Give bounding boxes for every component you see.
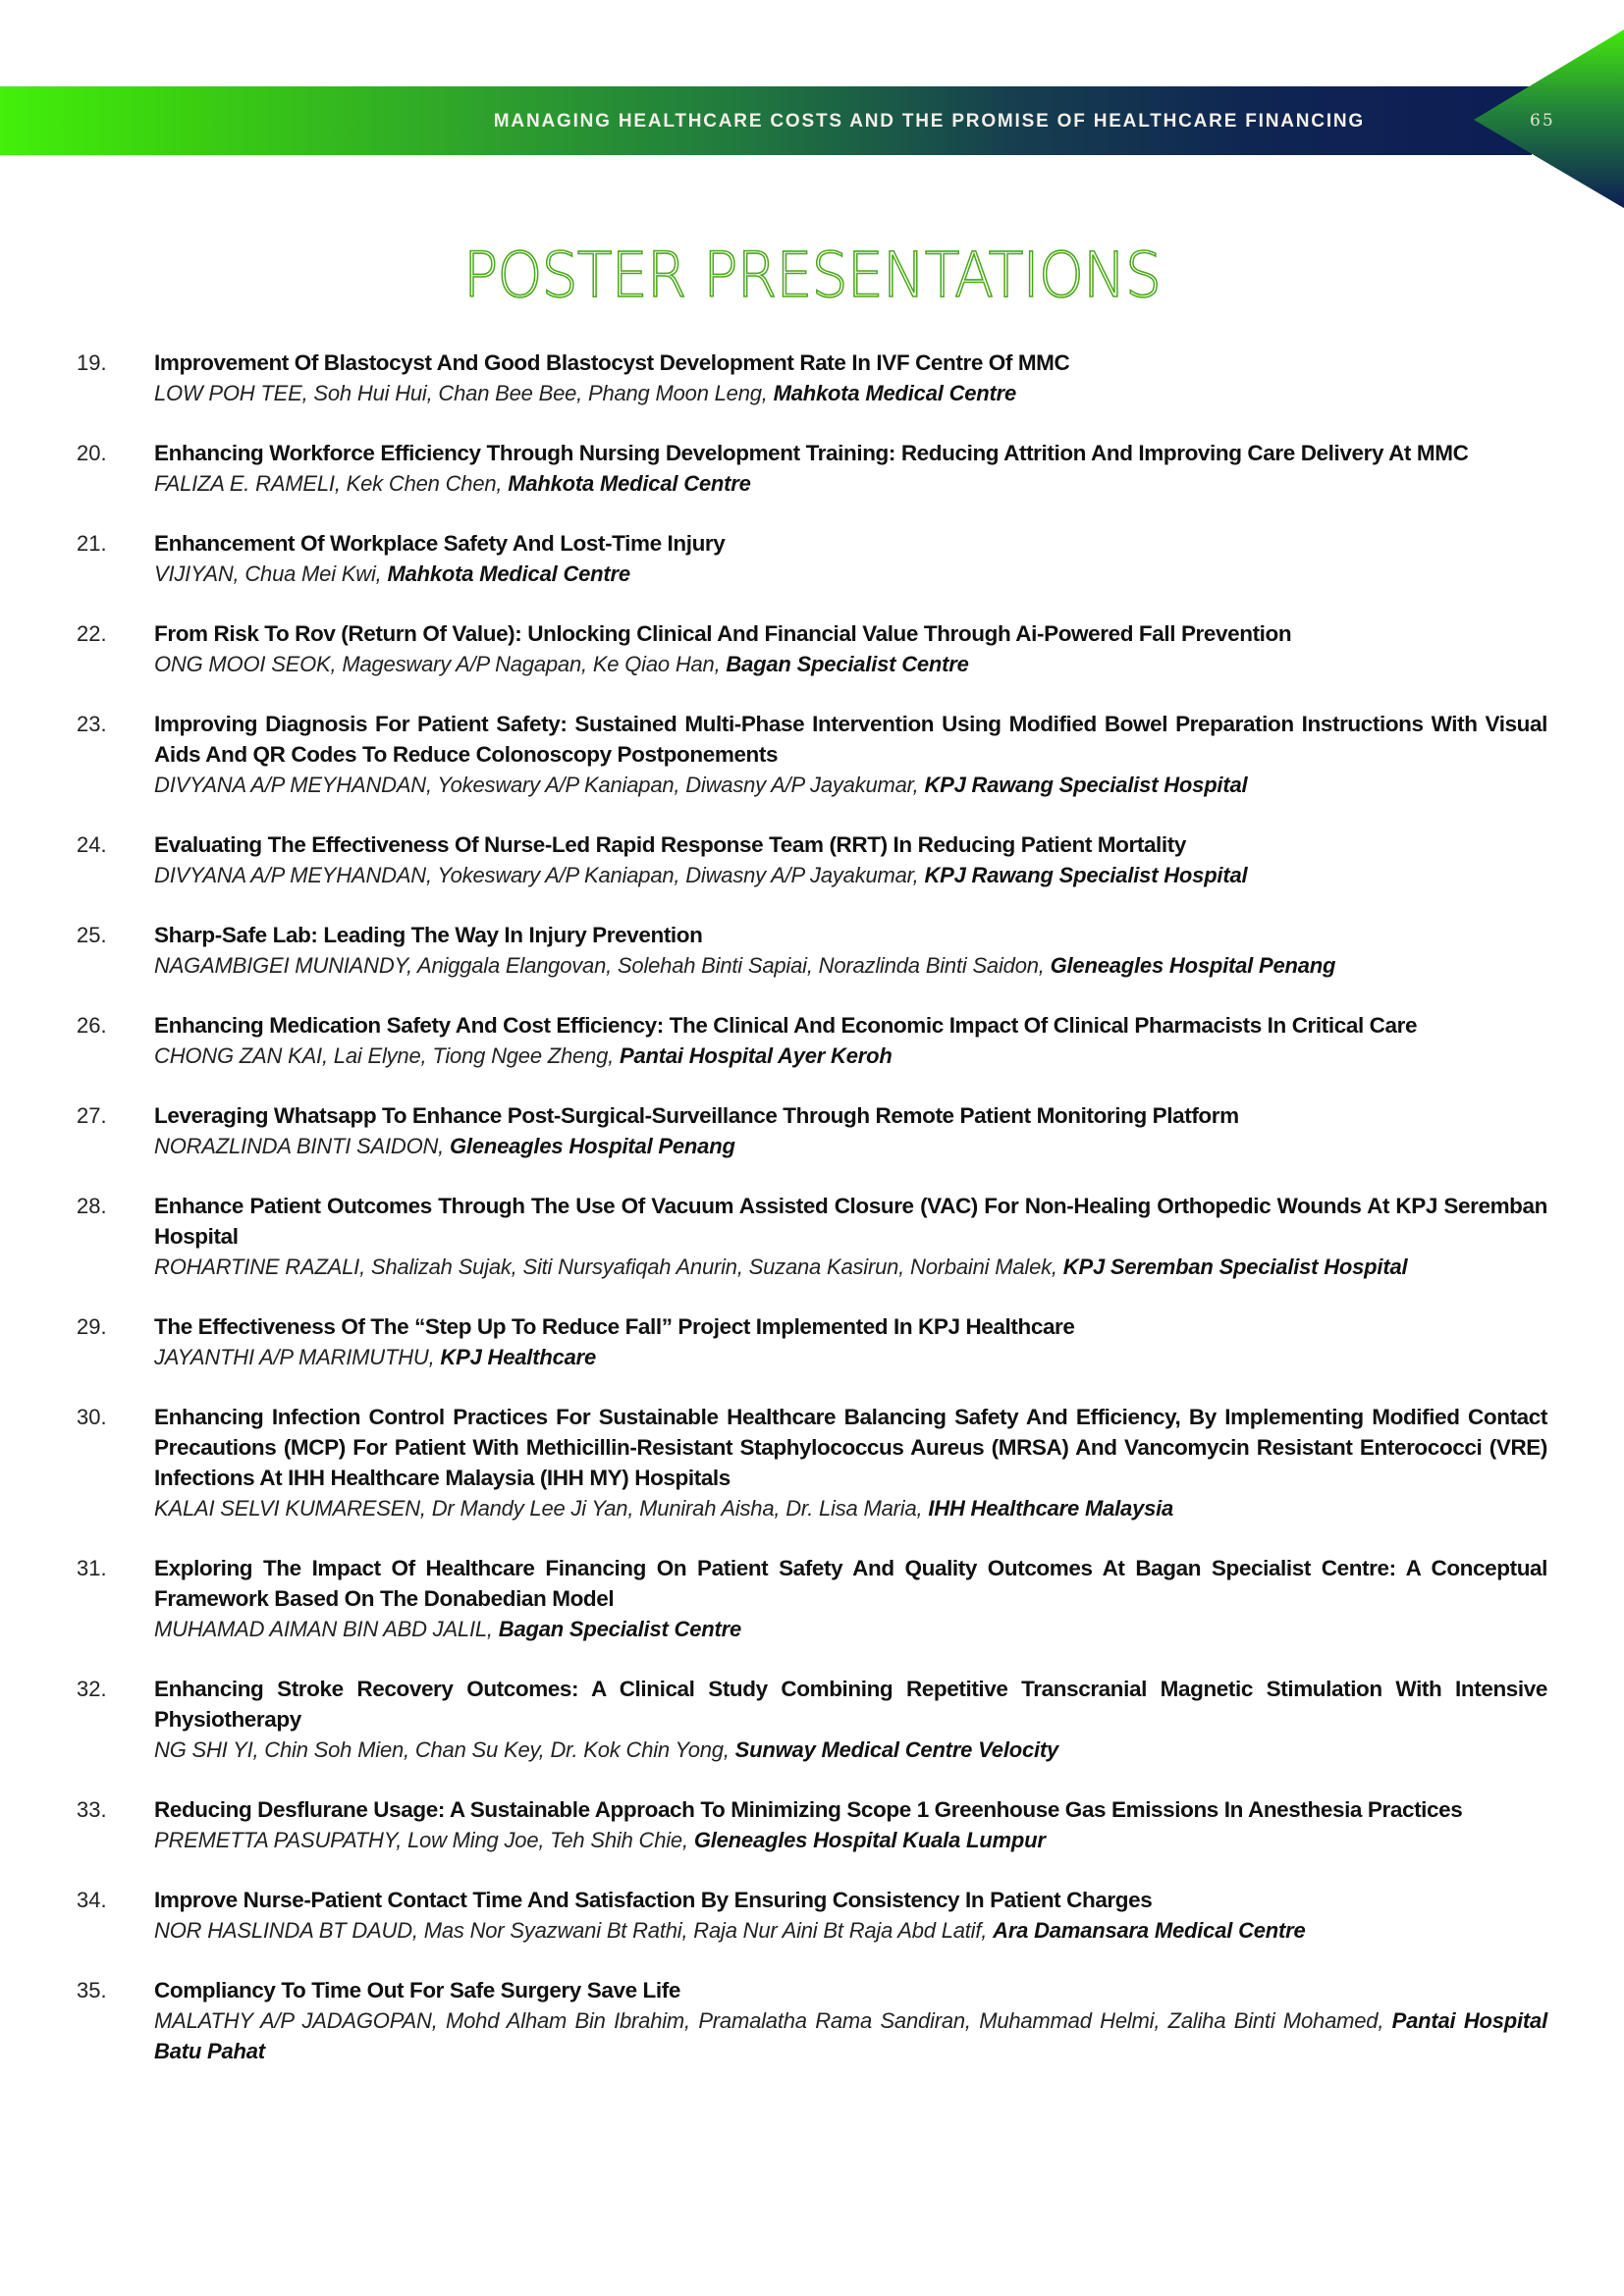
entry-body	[154, 709, 1547, 800]
entry-body	[154, 438, 1547, 499]
entry-title: Exploring The Impact Of Healthcare Financing On Patient Safety And Quality Outcomes At Bagan Specialist Centre: A Conceptual Framework Based On The Donabedian Model	[154, 1556, 1547, 1611]
entry-body	[154, 618, 1547, 679]
entry-number: 32.	[77, 1677, 107, 1701]
entry-title: Improving Diagnosis For Patient Safety: Sustained Multi-Phase Intervention Using Modified Bowel Preparation Instructions With Visual Aids And QR Codes To Reduce Colonoscopy Postponements	[154, 712, 1547, 767]
entry-title: Enhancement Of Workplace Safety And Lost-Time Injury	[154, 531, 726, 556]
entry-number: 19.	[77, 350, 107, 375]
entry-authors-line	[154, 1915, 1547, 1946]
entry-institution: KPJ Rawang Specialist Hospital	[924, 773, 1248, 797]
entry-title: Enhancing Infection Control Practices For Sustainable Healthcare Balancing Safety And Efficiency, By Implementing Modified Contact Precautions (MCP) For Patient With Methicillin-Resistant Staphylococcus Aureus (MRSA) And Vancomycin Resistant Enterococci (VRE) Infections At IHH Healthcare Malaysia (IHH MY) Hospitals	[154, 1405, 1547, 1490]
entry-authors-line	[154, 2005, 1547, 2066]
poster-entry	[0, 1010, 1624, 1071]
entry-body	[154, 1975, 1547, 2066]
entry-authors-line	[154, 468, 1547, 499]
entry-body	[154, 1191, 1547, 1282]
poster-entry	[0, 920, 1624, 981]
poster-entry	[0, 1794, 1624, 1855]
entry-number: 28.	[77, 1194, 107, 1218]
entry-body	[154, 1885, 1547, 1946]
entry-body	[154, 528, 1547, 589]
entry-title: Sharp-Safe Lab: Leading The Way In Injury Prevention	[154, 923, 703, 947]
entry-institution: Mahkota Medical Centre	[387, 561, 630, 586]
entry-authors-line	[154, 1493, 1547, 1523]
entry-body	[154, 1311, 1547, 1372]
poster-entry	[0, 528, 1624, 589]
entry-authors: MUHAMAD AIMAN BIN ABD JALIL,	[154, 1617, 493, 1641]
entry-authors: NORAZLINDA BINTI SAIDON,	[154, 1134, 445, 1158]
entry-number: 26.	[77, 1013, 107, 1038]
entry-authors: JAYANTHI A/P MARIMUTHU,	[154, 1345, 435, 1369]
entry-authors-line	[154, 770, 1547, 800]
poster-entry	[0, 618, 1624, 679]
entry-institution: Sunway Medical Centre Velocity	[734, 1737, 1059, 1762]
entry-authors: NG SHI YI, Chin Soh Mien, Chan Su Key, Dr. Kok Chin Yong,	[154, 1737, 730, 1762]
entry-title: The Effectiveness Of The “Step Up To Reduce Fall” Project Implemented In KPJ Healthcare	[154, 1314, 1075, 1339]
poster-entry	[0, 1311, 1624, 1372]
entry-title: Leveraging Whatsapp To Enhance Post-Surgical-Surveillance Through Remote Patient Monitoring Platform	[154, 1103, 1239, 1128]
entry-body	[154, 1010, 1547, 1071]
entry-institution: IHH Healthcare Malaysia	[928, 1496, 1174, 1521]
entry-body	[154, 347, 1547, 408]
entry-authors: NAGAMBIGEI MUNIANDY, Aniggala Elangovan, Solehah Binti Sapiai, Norazlinda Binti Saidon,	[154, 953, 1045, 978]
entry-institution: KPJ Seremban Specialist Hospital	[1062, 1255, 1408, 1279]
page-number: 65	[1530, 111, 1555, 131]
entry-institution: Gleneagles Hospital Kuala Lumpur	[693, 1828, 1046, 1852]
entry-institution: Ara Damansara Medical Centre	[993, 1918, 1306, 1943]
entry-number: 34.	[77, 1888, 107, 1912]
entry-authors-line	[154, 649, 1547, 679]
poster-list	[0, 347, 1624, 2096]
entry-authors-line	[154, 860, 1547, 890]
entry-title: Enhancing Workforce Efficiency Through Nursing Development Training: Reducing Attrition And Improving Care Delivery At MMC	[154, 441, 1469, 465]
entry-number: 29.	[77, 1314, 107, 1339]
entry-institution: Bagan Specialist Centre	[498, 1617, 742, 1641]
entry-institution: Pantai Hospital Ayer Keroh	[620, 1043, 893, 1068]
entry-authors: CHONG ZAN KAI, Lai Elyne, Tiong Ngee Zheng,	[154, 1043, 615, 1068]
entry-authors-line	[154, 1252, 1547, 1282]
entry-authors-line	[154, 1342, 1547, 1372]
running-title: MANAGING HEALTHCARE COSTS AND THE PROMISE OF HEALTHCARE FINANCING	[493, 111, 1365, 132]
entry-title: Enhancing Stroke Recovery Outcomes: A Clinical Study Combining Repetitive Transcranial Magnetic Stimulation With Intensive Physiotherapy	[154, 1677, 1547, 1732]
entry-institution: Gleneagles Hospital Penang	[1050, 953, 1336, 978]
entry-number: 25.	[77, 923, 107, 947]
poster-entry	[0, 709, 1624, 800]
entry-authors: ONG MOOI SEOK, Mageswary A/P Nagapan, Ke Qiao Han,	[154, 652, 721, 676]
entry-authors: NOR HASLINDA BT DAUD, Mas Nor Syazwani Bt Rathi, Raja Nur Aini Bt Raja Abd Latif,	[154, 1918, 988, 1943]
poster-entry	[0, 347, 1624, 408]
entry-title: Improve Nurse-Patient Contact Time And Satisfaction By Ensuring Consistency In Patient Charges	[154, 1888, 1153, 1912]
entry-authors: MALATHY A/P JADAGOPAN, Mohd Alham Bin Ibrahim, Pramalatha Rama Sandiran, Muhammad Helmi, Zaliha Binti Mohamed,	[154, 2008, 1384, 2033]
entry-number: 23.	[77, 712, 107, 736]
entry-authors-line	[154, 1041, 1547, 1071]
entry-body	[154, 1674, 1547, 1765]
entry-title: Evaluating The Effectiveness Of Nurse-Led Rapid Response Team (RRT) In Reducing Patient Mortality	[154, 832, 1186, 857]
entry-institution: Pantai Hospital Batu Pahat	[154, 2008, 1548, 2063]
entry-authors-line	[154, 1131, 1547, 1161]
entry-number: 33.	[77, 1797, 107, 1822]
entry-authors-line	[154, 1735, 1547, 1765]
entry-number: 21.	[77, 531, 107, 556]
entry-authors: VIJIYAN, Chua Mei Kwi,	[154, 561, 382, 586]
entry-authors: DIVYANA A/P MEYHANDAN, Yokeswary A/P Kaniapan, Diwasny A/P Jayakumar,	[154, 863, 919, 887]
poster-entry	[0, 1553, 1624, 1644]
entry-institution: Mahkota Medical Centre	[508, 471, 751, 496]
entry-number: 24.	[77, 832, 107, 857]
entry-body	[154, 1794, 1547, 1855]
entry-authors-line	[154, 378, 1547, 408]
entry-title: Reducing Desflurane Usage: A Sustainable Approach To Minimizing Scope 1 Greenhouse Gas Emissions In Anesthesia Practices	[154, 1797, 1463, 1822]
entry-institution: Bagan Specialist Centre	[726, 652, 969, 676]
entry-body	[154, 1100, 1547, 1161]
section-title: POSTER PRESENTATIONS	[462, 240, 1162, 311]
poster-entry	[0, 829, 1624, 890]
entry-number: 22.	[77, 621, 107, 646]
entry-authors: KALAI SELVI KUMARESEN, Dr Mandy Lee Ji Yan, Munirah Aisha, Dr. Lisa Maria,	[154, 1496, 923, 1521]
entry-body	[154, 1402, 1547, 1523]
entry-authors: DIVYANA A/P MEYHANDAN, Yokeswary A/P Kaniapan, Diwasny A/P Jayakumar,	[154, 773, 919, 797]
entry-number: 30.	[77, 1405, 107, 1429]
entry-authors-line	[154, 950, 1547, 981]
poster-entry	[0, 1402, 1624, 1523]
entry-title: From Risk To Rov (Return Of Value): Unlocking Clinical And Financial Value Through Ai-Powered Fall Prevention	[154, 621, 1292, 646]
entry-institution: KPJ Rawang Specialist Hospital	[924, 863, 1248, 887]
entry-number: 35.	[77, 1978, 107, 2002]
entry-authors-line	[154, 1825, 1547, 1855]
entry-body	[154, 829, 1547, 890]
entry-authors: LOW POH TEE, Soh Hui Hui, Chan Bee Bee, Phang Moon Leng,	[154, 381, 768, 405]
entry-institution: Gleneagles Hospital Penang	[450, 1134, 735, 1158]
entry-authors-line	[154, 559, 1547, 589]
entry-body	[154, 1553, 1547, 1644]
poster-entry	[0, 1100, 1624, 1161]
entry-institution: KPJ Healthcare	[440, 1345, 597, 1369]
poster-entry	[0, 1975, 1624, 2066]
entry-title: Enhancing Medication Safety And Cost Efficiency: The Clinical And Economic Impact Of Clinical Pharmacists In Critical Care	[154, 1013, 1418, 1038]
entry-authors: FALIZA E. RAMELI, Kek Chen Chen,	[154, 471, 503, 496]
poster-entry	[0, 1885, 1624, 1946]
entry-authors: PREMETTA PASUPATHY, Low Ming Joe, Teh Shih Chie,	[154, 1828, 688, 1852]
entry-title: Improvement Of Blastocyst And Good Blastocyst Development Rate In IVF Centre Of MMC	[154, 350, 1070, 375]
entry-number: 20.	[77, 441, 107, 465]
entry-authors: ROHARTINE RAZALI, Shalizah Sujak, Siti Nursyafiqah Anurin, Suzana Kasirun, Norbaini Malek,	[154, 1255, 1057, 1279]
entry-body	[154, 920, 1547, 981]
header-triangle-decoration	[0, 0, 1624, 226]
entry-institution: Mahkota Medical Centre	[773, 381, 1017, 405]
entry-title: Compliancy To Time Out For Safe Surgery Save Life	[154, 1978, 680, 2002]
entry-number: 27.	[77, 1103, 107, 1128]
poster-entry	[0, 1674, 1624, 1765]
entry-number: 31.	[77, 1556, 107, 1580]
poster-entry	[0, 438, 1624, 499]
poster-entry	[0, 1191, 1624, 1282]
entry-title: Enhance Patient Outcomes Through The Use Of Vacuum Assisted Closure (VAC) For Non-Healing Orthopedic Wounds At KPJ Seremban Hospital	[154, 1194, 1547, 1249]
entry-authors-line	[154, 1614, 1547, 1644]
